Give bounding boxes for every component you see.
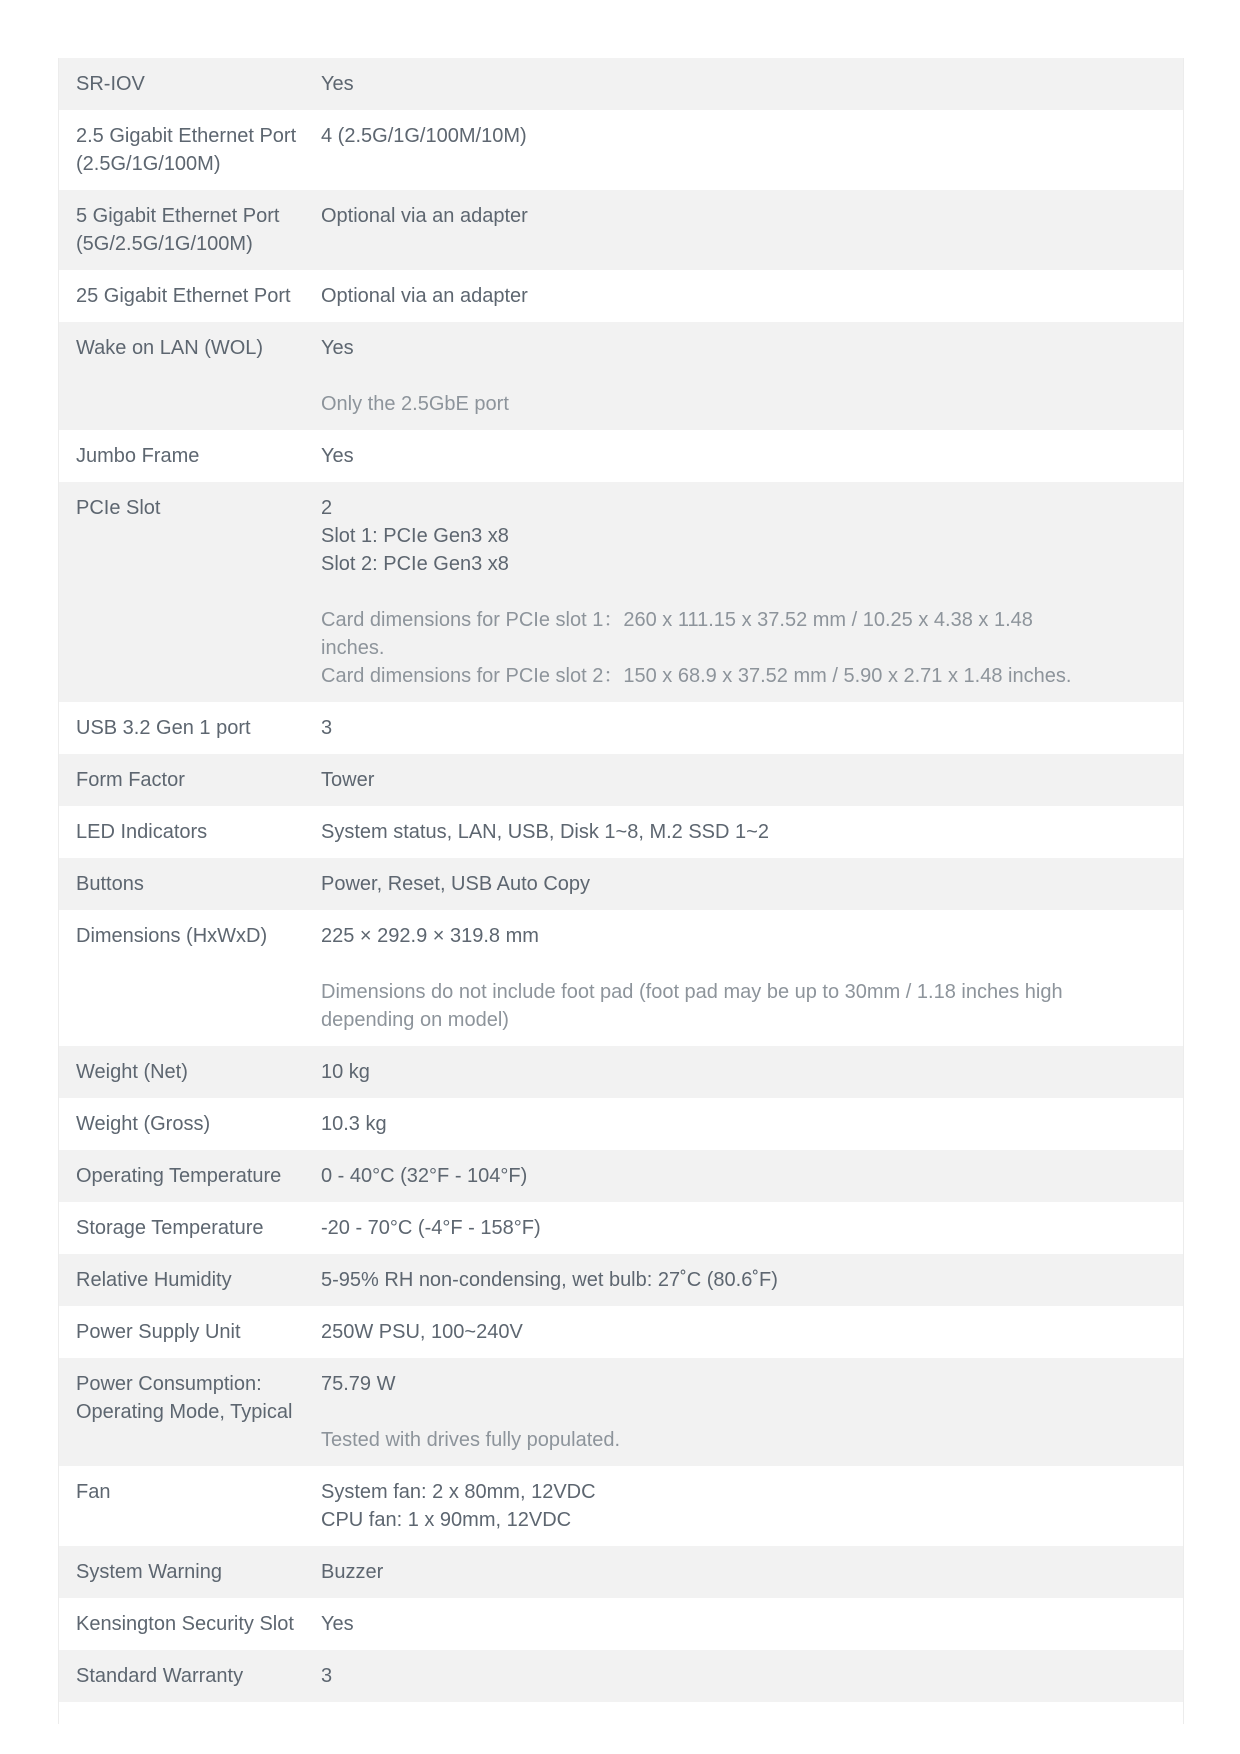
table-row bbox=[59, 1466, 1183, 1546]
table-row bbox=[59, 110, 1183, 190]
spec-note-line: Tested with drives fully populated. bbox=[321, 1429, 621, 1451]
table-row bbox=[59, 190, 1183, 270]
spec-table-rows bbox=[59, 58, 1183, 1702]
spec-value-line: 0 - 40°C (32°F - 104°F) bbox=[321, 1165, 528, 1187]
spec-value-line: 75.79 W bbox=[321, 1373, 396, 1395]
spec-value-line: 225 × 292.9 × 319.8 mm bbox=[321, 925, 539, 947]
spec-value bbox=[321, 202, 1183, 230]
spec-value bbox=[321, 1370, 1183, 1454]
spec-value-line: Slot 1: PCIe Gen3 x8 bbox=[321, 525, 509, 547]
spec-value-line: Tower bbox=[321, 769, 375, 791]
table-row bbox=[59, 1306, 1183, 1358]
table-row bbox=[59, 1254, 1183, 1306]
spec-value-line: Power, Reset, USB Auto Copy bbox=[321, 873, 591, 895]
spec-value-line: 5-95% RH non-condensing, wet bulb: 27˚C (80.6˚F) bbox=[321, 1269, 778, 1291]
spec-value bbox=[321, 766, 1183, 794]
spec-value bbox=[321, 1110, 1183, 1138]
spec-value bbox=[321, 1162, 1183, 1190]
spec-label: Weight (Gross) bbox=[76, 1113, 211, 1135]
spec-note-line: Card dimensions for PCIe slot 2：150 x 68.9 x 37.52 mm / 5.90 x 2.71 x 1.48 inches. bbox=[321, 665, 1072, 687]
table-row bbox=[59, 858, 1183, 910]
spec-label: USB 3.2 Gen 1 port bbox=[76, 717, 251, 739]
spec-label: Jumbo Frame bbox=[76, 445, 200, 467]
spec-value-line: 10 kg bbox=[321, 1061, 370, 1083]
spec-label: PCIe Slot bbox=[76, 497, 161, 519]
spec-label: Wake on LAN (WOL) bbox=[76, 337, 264, 359]
table-row bbox=[59, 1098, 1183, 1150]
table-row bbox=[59, 430, 1183, 482]
spec-label: Buttons bbox=[76, 873, 144, 895]
spec-value bbox=[321, 714, 1183, 742]
spec-value bbox=[321, 494, 1183, 690]
spec-value-line: -20 - 70°C (-4°F - 158°F) bbox=[321, 1217, 541, 1239]
spec-label: Power Supply Unit bbox=[76, 1321, 241, 1343]
spec-value bbox=[321, 1318, 1183, 1346]
spec-label: Relative Humidity bbox=[76, 1269, 232, 1291]
spec-note-line: Only the 2.5GbE port bbox=[321, 393, 509, 415]
spec-value-line: 2 bbox=[321, 497, 333, 519]
spec-value bbox=[321, 282, 1183, 310]
spec-label: Standard Warranty bbox=[76, 1665, 244, 1687]
spec-value bbox=[321, 1478, 1183, 1534]
spec-label: Fan bbox=[76, 1481, 111, 1503]
table-tail bbox=[59, 1702, 1183, 1724]
spec-label: Storage Temperature bbox=[76, 1217, 264, 1239]
spec-value-line: System fan: 2 x 80mm, 12VDC bbox=[321, 1481, 596, 1503]
spec-value bbox=[321, 870, 1183, 898]
spec-note-line: Dimensions do not include foot pad (foot pad may be up to 30mm / 1.18 inches high depending on model) bbox=[321, 981, 1063, 1031]
spec-value-line: 10.3 kg bbox=[321, 1113, 387, 1135]
table-row bbox=[59, 1150, 1183, 1202]
spec-value bbox=[321, 1558, 1183, 1586]
table-row bbox=[59, 58, 1183, 110]
spec-note-line: Card dimensions for PCIe slot 1：260 x 111.15 x 37.52 mm / 10.25 x 4.38 x 1.48 inches. bbox=[321, 609, 1033, 659]
spec-value-line: Buzzer bbox=[321, 1561, 384, 1583]
spec-label: 25 Gigabit Ethernet Port bbox=[76, 285, 291, 307]
spec-value-line: 4 (2.5G/1G/100M/10M) bbox=[321, 125, 527, 147]
spec-label: 2.5 Gigabit Ethernet Port (2.5G/1G/100M) bbox=[76, 125, 297, 175]
spec-value-line: Yes bbox=[321, 337, 354, 359]
table-row bbox=[59, 322, 1183, 430]
table-row bbox=[59, 1046, 1183, 1098]
spec-value bbox=[321, 922, 1183, 1034]
spec-label: 5 Gigabit Ethernet Port (5G/2.5G/1G/100M) bbox=[76, 205, 280, 255]
table-row bbox=[59, 910, 1183, 1046]
spec-value-line: Slot 2: PCIe Gen3 x8 bbox=[321, 553, 509, 575]
spec-value-line: 3 bbox=[321, 1665, 333, 1687]
spec-label: System Warning bbox=[76, 1561, 222, 1583]
spec-table bbox=[58, 58, 1184, 1724]
table-row bbox=[59, 1650, 1183, 1702]
spec-value bbox=[321, 442, 1183, 470]
spec-value bbox=[321, 1266, 1183, 1294]
spec-label: SR-IOV bbox=[76, 73, 145, 95]
spec-label: LED Indicators bbox=[76, 821, 208, 843]
spec-label: Operating Temperature bbox=[76, 1165, 282, 1187]
table-row bbox=[59, 1546, 1183, 1598]
table-row bbox=[59, 1202, 1183, 1254]
table-row bbox=[59, 270, 1183, 322]
spec-value bbox=[321, 1058, 1183, 1086]
spec-value bbox=[321, 122, 1183, 150]
spec-value-line: 250W PSU, 100~240V bbox=[321, 1321, 523, 1343]
spec-value-line: System status, LAN, USB, Disk 1~8, M.2 SSD 1~2 bbox=[321, 821, 769, 843]
table-row bbox=[59, 702, 1183, 754]
spec-label: Weight (Net) bbox=[76, 1061, 188, 1083]
spec-value-line: Yes bbox=[321, 445, 354, 467]
table-row bbox=[59, 806, 1183, 858]
spec-label: Dimensions (HxWxD) bbox=[76, 925, 268, 947]
spec-value bbox=[321, 70, 1183, 98]
spec-value-line: Optional via an adapter bbox=[321, 285, 528, 307]
spec-value-line: CPU fan: 1 x 90mm, 12VDC bbox=[321, 1509, 572, 1531]
spec-value bbox=[321, 334, 1183, 418]
table-row bbox=[59, 1598, 1183, 1650]
spec-value-line: Yes bbox=[321, 73, 354, 95]
spec-value bbox=[321, 1610, 1183, 1638]
spec-value-line: Yes bbox=[321, 1613, 354, 1635]
spec-label: Kensington Security Slot bbox=[76, 1613, 294, 1635]
spec-value bbox=[321, 818, 1183, 846]
spec-value-line: 3 bbox=[321, 717, 333, 739]
spec-label: Power Consumption: Operating Mode, Typical bbox=[76, 1373, 293, 1423]
spec-label: Form Factor bbox=[76, 769, 185, 791]
table-row bbox=[59, 754, 1183, 806]
table-row bbox=[59, 482, 1183, 702]
spec-value bbox=[321, 1214, 1183, 1242]
spec-value bbox=[321, 1662, 1183, 1690]
table-row bbox=[59, 1358, 1183, 1466]
spec-value-line: Optional via an adapter bbox=[321, 205, 528, 227]
